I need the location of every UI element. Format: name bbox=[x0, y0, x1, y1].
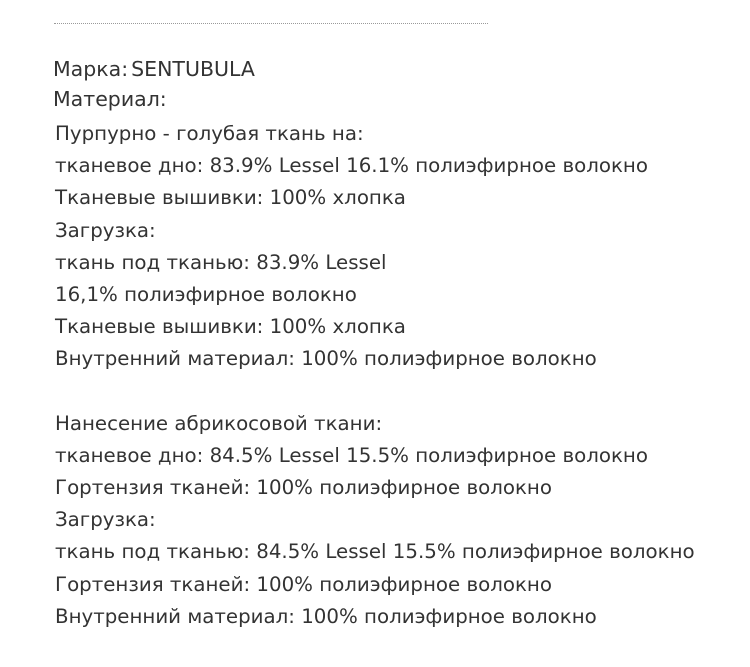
section-spacer bbox=[55, 376, 695, 408]
spec-line: Гортензия тканей: 100% полиэфирное волокно bbox=[55, 572, 552, 596]
brand-value: SENTUBULA bbox=[131, 57, 255, 81]
spec-line: тканевое дно: 84.5% Lessel 15.5% полиэфирное волокно bbox=[55, 443, 648, 467]
spec-line: Внутренний материал: 100% полиэфирное волокно bbox=[55, 604, 597, 628]
spec-line: тканевое дно: 83.9% Lessel 16.1% полиэфирное волокно bbox=[55, 154, 648, 178]
spec-line: Загрузка: bbox=[55, 218, 156, 242]
spec-line: Внутренний материал: 100% полиэфирное волокно bbox=[55, 347, 597, 371]
brand-row bbox=[53, 54, 255, 84]
section-purple-heading: Пурпурно - голубая ткань на: bbox=[55, 122, 364, 145]
spec-line: Гортензия тканей: 100% полиэфирное волокно bbox=[55, 476, 552, 500]
spec-line: Тканевые вышивки: 100% хлопка bbox=[55, 315, 406, 339]
material-details bbox=[55, 118, 695, 633]
spec-line: Загрузка: bbox=[55, 508, 156, 532]
material-label: Материал: bbox=[53, 87, 167, 111]
spec-line: 16,1% полиэфирное волокно bbox=[55, 282, 357, 306]
section-apricot-heading: Нанесение абрикосовой ткани: bbox=[55, 411, 383, 435]
dotted-divider bbox=[54, 23, 488, 24]
spec-line: ткань под тканью: 83.9% Lessel bbox=[55, 250, 387, 274]
brand-label: Марка: bbox=[53, 57, 129, 81]
spec-line: Тканевые вышивки: 100% хлопка bbox=[55, 186, 406, 210]
spec-line: ткань под тканью: 84.5% Lessel 15.5% полиэфирное волокно bbox=[55, 540, 695, 564]
product-header bbox=[53, 54, 255, 114]
